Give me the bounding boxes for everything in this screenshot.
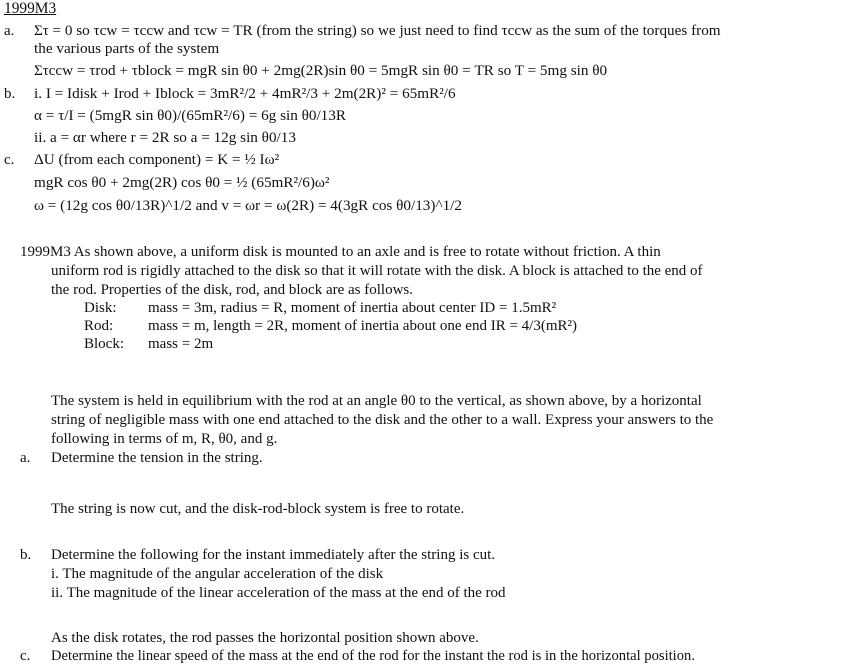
property-text: mass = 2m xyxy=(148,336,214,352)
problem-cut-text: The string is now cut, and the disk-rod-block system is free to rotate. xyxy=(51,501,465,517)
property-text: mass = m, length = 2R, moment of inertia about one end IR = 4/3(mR²) xyxy=(148,318,577,334)
solution-c-marker: c. xyxy=(4,152,15,168)
problem-intro-line3: the rod. Properties of the disk, rod, and block are as follows. xyxy=(51,282,413,298)
solution-heading: 1999M3 xyxy=(4,0,57,17)
problem-b-i: i. The magnitude of the angular acceleration of the disk xyxy=(51,566,384,582)
properties-list xyxy=(84,299,577,353)
problem-b-ii: ii. The magnitude of the linear acceleration of the mass at the end of the rod xyxy=(51,585,506,601)
property-label: Block: xyxy=(84,336,124,352)
solution-c-line3: ω = (12g cos θ0/13R)^1/2 and v = ωr = ω(2R) = 4(3gR cos θ0/13)^1/2 xyxy=(34,197,462,214)
problem-intro-line2: uniform rod is rigidly attached to the disk so that it will rotate with the disk. A block is attached to the end of xyxy=(51,263,703,279)
property-label: Disk: xyxy=(84,300,117,316)
property-rod xyxy=(84,317,577,335)
problem-c-text: Determine the linear speed of the mass at the end of the rod for the instant the rod is in the horizontal position. xyxy=(51,648,695,664)
solution-a-line3: Στccw = τrod + τblock = mgR sin θ0 + 2mg(2R)sin θ0 = 5mgR sin θ0 = TR so T = 5mg sin θ0 xyxy=(34,62,608,79)
solution-b-line3: ii. a = αr where r = 2R so a = 12g sin θ0/13 xyxy=(34,129,296,146)
problem-held-line3: following in terms of m, R, θ0, and g. xyxy=(51,431,278,447)
property-label: Rod: xyxy=(84,318,114,334)
solution-c-line1: ΔU (from each component) = K = ½ Iω² xyxy=(34,151,280,168)
problem-held-line1: The system is held in equilibrium with the rod at an angle θ0 to the vertical, as shown above, by a horizontal xyxy=(51,393,702,409)
property-disk xyxy=(84,299,577,317)
problem-rotates-text: As the disk rotates, the rod passes the horizontal position shown above. xyxy=(51,630,479,646)
problem-b-text: Determine the following for the instant immediately after the string is cut. xyxy=(51,547,496,563)
solution-a-line1: Στ = 0 so τcw = τccw and τcw = TR (from the string) so we just need to find τccw as the sum of the torques from xyxy=(34,22,721,39)
problem-a-text: Determine the tension in the string. xyxy=(51,450,263,466)
solution-b-line2: α = τ/I = (5mgR sin θ0)/(65mR²/6) = 6g sin θ0/13R xyxy=(34,107,346,124)
solution-a-line2: the various parts of the system xyxy=(34,40,220,57)
problem-intro-line1: 1999M3 As shown above, a uniform disk is mounted to an axle and is free to rotate without friction. A thin xyxy=(20,244,661,260)
solution-b-marker: b. xyxy=(4,86,16,102)
problem-a-marker: a. xyxy=(20,450,31,466)
problem-held-line2: string of negligible mass with one end attached to the disk and the other to a wall. Express your answers to the xyxy=(51,412,714,428)
property-block xyxy=(84,335,577,353)
solution-a-marker: a. xyxy=(4,23,15,39)
property-text: mass = 3m, radius = R, moment of inertia about center ID = 1.5mR² xyxy=(148,300,557,316)
problem-c-marker: c. xyxy=(20,648,31,664)
problem-b-marker: b. xyxy=(20,547,32,563)
solution-c-line2: mgR cos θ0 + 2mg(2R) cos θ0 = ½ (65mR²/6)ω² xyxy=(34,174,330,191)
solution-b-line1: i. I = Idisk + Irod + Iblock = 3mR²/2 + 4mR²/3 + 2m(2R)² = 65mR²/6 xyxy=(34,85,456,102)
